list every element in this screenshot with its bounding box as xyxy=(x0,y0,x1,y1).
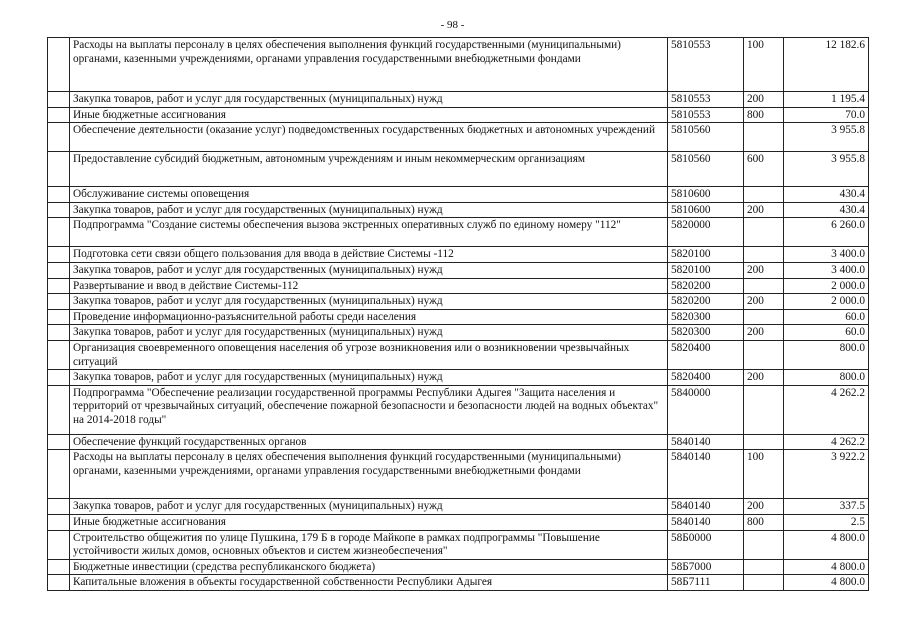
row-code-cell: 5820200 xyxy=(668,294,744,310)
row-code-cell: 5810600 xyxy=(668,202,744,218)
blank-cell xyxy=(48,514,70,530)
row-sum-cell: 70.0 xyxy=(784,107,869,123)
table-row xyxy=(48,434,869,450)
table-row xyxy=(48,92,869,108)
row-name-cell: Иные бюджетные ассигнования xyxy=(70,514,668,530)
row-code-cell: 5840140 xyxy=(668,514,744,530)
row-name-cell: Строительство общежития по улице Пушкина, 179 Б в городе Майкопе в рамках подпрограммы "Повышение устойчивости жилых домов, основных объектов и систем жизнеобеспечения" xyxy=(70,530,668,559)
row-sum-cell: 12 182.6 xyxy=(784,38,869,92)
table-row xyxy=(48,278,869,294)
blank-cell xyxy=(48,325,70,341)
blank-cell xyxy=(48,187,70,203)
budget-table-body xyxy=(48,38,869,591)
table-row xyxy=(48,450,869,499)
row-name-cell: Закупка товаров, работ и услуг для государственных (муниципальных) нужд xyxy=(70,92,668,108)
budget-table xyxy=(47,37,869,591)
table-row xyxy=(48,218,869,247)
row-type-cell xyxy=(744,434,784,450)
row-type-cell: 200 xyxy=(744,499,784,515)
table-row xyxy=(48,385,869,434)
row-name-cell: Проведение информационно-разъяснительной работы среди населения xyxy=(70,309,668,325)
row-code-cell: 5820000 xyxy=(668,218,744,247)
row-type-cell: 600 xyxy=(744,152,784,187)
page-number: - 98 - xyxy=(440,19,465,31)
row-code-cell: 58Б7000 xyxy=(668,559,744,575)
row-type-cell: 100 xyxy=(744,38,784,92)
blank-cell xyxy=(48,247,70,263)
row-name-cell: Подпрограмма "Обеспечение реализации государственной программы Республики Адыгея "Защита населения и территорий от чрезвычайных ситуаций, обеспечение пожарной безопасности и безопасности людей на водных объектах" на 2014-2018 годы" xyxy=(70,385,668,434)
row-name-cell: Предоставление субсидий бюджетным, автономным учреждениям и иным некоммерческим организациям xyxy=(70,152,668,187)
table-row xyxy=(48,38,869,92)
blank-cell xyxy=(48,559,70,575)
row-sum-cell: 4 800.0 xyxy=(784,559,869,575)
row-code-cell: 5810560 xyxy=(668,152,744,187)
row-code-cell: 5810560 xyxy=(668,123,744,152)
row-code-cell: 5820200 xyxy=(668,278,744,294)
blank-cell xyxy=(48,38,70,92)
row-sum-cell: 60.0 xyxy=(784,309,869,325)
row-name-cell: Расходы на выплаты персоналу в целях обеспечения выполнения функций государственными (муниципальными) органами, казенными учреждениями, органами управления государственными внебюджетными фондами xyxy=(70,38,668,92)
blank-cell xyxy=(48,434,70,450)
row-code-cell: 5810553 xyxy=(668,92,744,108)
row-code-cell: 5820100 xyxy=(668,262,744,278)
table-row xyxy=(48,247,869,263)
row-name-cell: Закупка товаров, работ и услуг для государственных (муниципальных) нужд xyxy=(70,202,668,218)
row-sum-cell: 430.4 xyxy=(784,187,869,203)
row-name-cell: Закупка товаров, работ и услуг для государственных (муниципальных) нужд xyxy=(70,499,668,515)
row-code-cell: 5840140 xyxy=(668,450,744,499)
row-name-cell: Обслуживание системы оповещения xyxy=(70,187,668,203)
row-sum-cell: 6 260.0 xyxy=(784,218,869,247)
row-type-cell xyxy=(744,559,784,575)
row-type-cell: 200 xyxy=(744,370,784,386)
row-code-cell: 5810553 xyxy=(668,38,744,92)
table-row xyxy=(48,107,869,123)
blank-cell xyxy=(48,262,70,278)
row-sum-cell: 2 000.0 xyxy=(784,278,869,294)
blank-cell xyxy=(48,278,70,294)
row-type-cell: 200 xyxy=(744,262,784,278)
row-name-cell: Организация своевременного оповещения населения об угрозе возникновения или о возникновении чрезвычайных ситуаций xyxy=(70,340,668,369)
row-code-cell: 5820300 xyxy=(668,325,744,341)
row-sum-cell: 337.5 xyxy=(784,499,869,515)
blank-cell xyxy=(48,202,70,218)
row-name-cell: Расходы на выплаты персоналу в целях обеспечения выполнения функций государственными (муниципальными) органами, казенными учреждениями, органами управления государственными внебюджетными фондами xyxy=(70,450,668,499)
table-row xyxy=(48,559,869,575)
row-sum-cell: 1 195.4 xyxy=(784,92,869,108)
row-name-cell: Бюджетные инвестиции (средства республиканского бюджета) xyxy=(70,559,668,575)
row-sum-cell: 4 800.0 xyxy=(784,530,869,559)
row-name-cell: Подготовка сети связи общего пользования для ввода в действие Системы -112 xyxy=(70,247,668,263)
blank-cell xyxy=(48,499,70,515)
row-type-cell xyxy=(744,385,784,434)
row-type-cell: 200 xyxy=(744,92,784,108)
table-row xyxy=(48,340,869,369)
row-name-cell: Закупка товаров, работ и услуг для государственных (муниципальных) нужд xyxy=(70,325,668,341)
row-name-cell: Развертывание и ввод в действие Системы-112 xyxy=(70,278,668,294)
row-type-cell xyxy=(744,187,784,203)
blank-cell xyxy=(48,385,70,434)
table-row xyxy=(48,499,869,515)
row-code-cell: 5820400 xyxy=(668,340,744,369)
table-row xyxy=(48,575,869,591)
row-sum-cell: 2.5 xyxy=(784,514,869,530)
blank-cell xyxy=(48,152,70,187)
row-name-cell: Капитальные вложения в объекты государственной собственности Республики Адыгея xyxy=(70,575,668,591)
table-row xyxy=(48,262,869,278)
row-sum-cell: 2 000.0 xyxy=(784,294,869,310)
table-row xyxy=(48,325,869,341)
row-sum-cell: 3 400.0 xyxy=(784,247,869,263)
blank-cell xyxy=(48,370,70,386)
row-type-cell: 200 xyxy=(744,294,784,310)
row-type-cell: 200 xyxy=(744,325,784,341)
row-type-cell: 800 xyxy=(744,514,784,530)
table-row xyxy=(48,294,869,310)
blank-cell xyxy=(48,450,70,499)
row-code-cell: 5840140 xyxy=(668,499,744,515)
row-sum-cell: 4 800.0 xyxy=(784,575,869,591)
row-type-cell xyxy=(744,309,784,325)
table-row xyxy=(48,309,869,325)
row-sum-cell: 3 922.2 xyxy=(784,450,869,499)
table-row xyxy=(48,123,869,152)
row-type-cell xyxy=(744,278,784,294)
table-row xyxy=(48,370,869,386)
blank-cell xyxy=(48,530,70,559)
row-sum-cell: 3 955.8 xyxy=(784,123,869,152)
table-row xyxy=(48,530,869,559)
row-code-cell: 5810553 xyxy=(668,107,744,123)
row-code-cell: 58Б7111 xyxy=(668,575,744,591)
row-name-cell: Закупка товаров, работ и услуг для государственных (муниципальных) нужд xyxy=(70,370,668,386)
table-row xyxy=(48,187,869,203)
row-sum-cell: 800.0 xyxy=(784,340,869,369)
row-sum-cell: 60.0 xyxy=(784,325,869,341)
row-code-cell: 5820100 xyxy=(668,247,744,263)
row-sum-cell: 3 955.8 xyxy=(784,152,869,187)
row-code-cell: 5820400 xyxy=(668,370,744,386)
blank-cell xyxy=(48,92,70,108)
row-sum-cell: 4 262.2 xyxy=(784,385,869,434)
row-type-cell xyxy=(744,123,784,152)
row-type-cell xyxy=(744,575,784,591)
row-sum-cell: 3 400.0 xyxy=(784,262,869,278)
row-name-cell: Иные бюджетные ассигнования xyxy=(70,107,668,123)
row-sum-cell: 4 262.2 xyxy=(784,434,869,450)
row-type-cell xyxy=(744,247,784,263)
row-code-cell: 58Б0000 xyxy=(668,530,744,559)
table-row xyxy=(48,202,869,218)
row-type-cell xyxy=(744,340,784,369)
blank-cell xyxy=(48,294,70,310)
blank-cell xyxy=(48,107,70,123)
row-type-cell: 200 xyxy=(744,202,784,218)
row-code-cell: 5840000 xyxy=(668,385,744,434)
blank-cell xyxy=(48,340,70,369)
row-name-cell: Закупка товаров, работ и услуг для государственных (муниципальных) нужд xyxy=(70,262,668,278)
row-sum-cell: 800.0 xyxy=(784,370,869,386)
row-type-cell: 100 xyxy=(744,450,784,499)
row-code-cell: 5810600 xyxy=(668,187,744,203)
row-type-cell xyxy=(744,530,784,559)
row-type-cell xyxy=(744,218,784,247)
row-sum-cell: 430.4 xyxy=(784,202,869,218)
row-name-cell: Обеспечение функций государственных органов xyxy=(70,434,668,450)
table-row xyxy=(48,152,869,187)
row-type-cell: 800 xyxy=(744,107,784,123)
blank-cell xyxy=(48,218,70,247)
blank-cell xyxy=(48,309,70,325)
table-row xyxy=(48,514,869,530)
row-name-cell: Подпрограмма "Создание системы обеспечения вызова экстренных оперативных служб по единому номеру "112" xyxy=(70,218,668,247)
blank-cell xyxy=(48,123,70,152)
blank-cell xyxy=(48,575,70,591)
row-name-cell: Обеспечение деятельности (оказание услуг) подведомственных государственных бюджетных и автономных учреждений xyxy=(70,123,668,152)
row-name-cell: Закупка товаров, работ и услуг для государственных (муниципальных) нужд xyxy=(70,294,668,310)
row-code-cell: 5840140 xyxy=(668,434,744,450)
row-code-cell: 5820300 xyxy=(668,309,744,325)
